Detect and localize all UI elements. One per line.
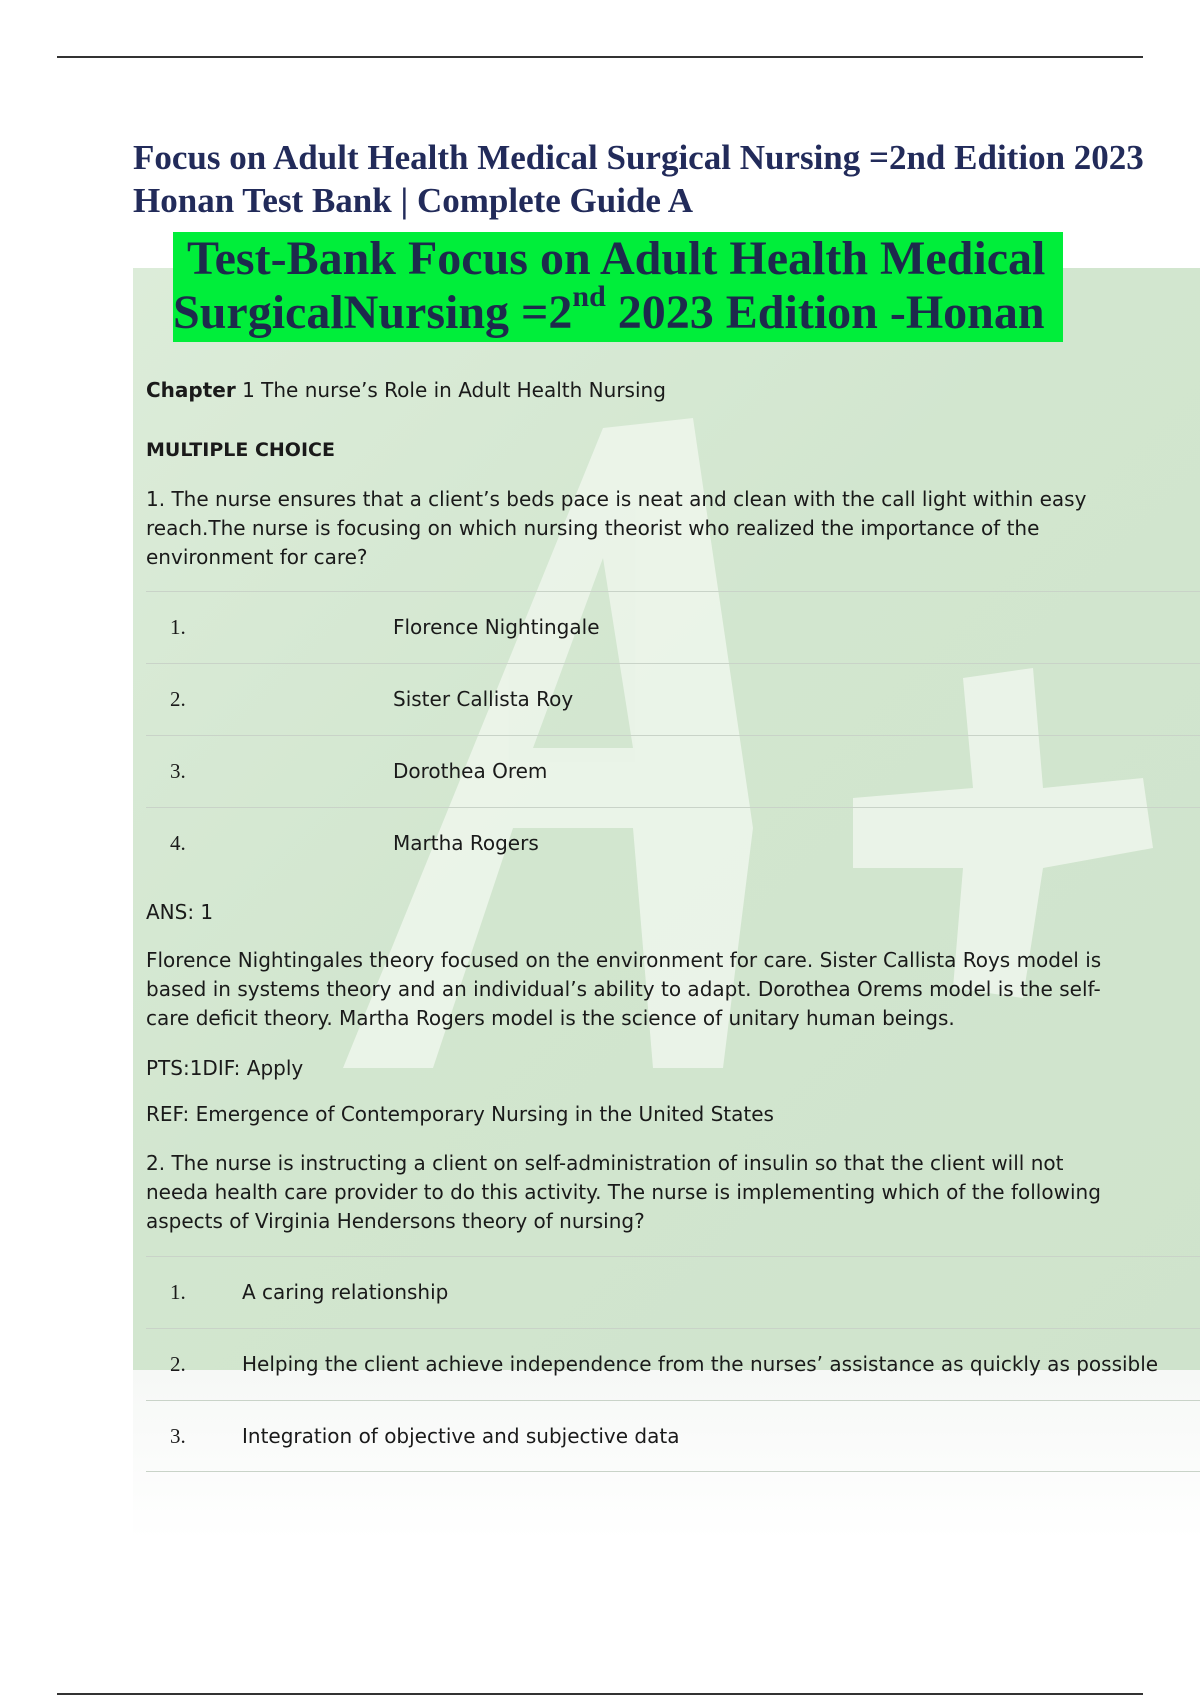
option-text: Florence Nightingale bbox=[393, 615, 600, 639]
banner-line-2-pre: SurgicalNursing =2 bbox=[173, 286, 573, 339]
q2-option-3 bbox=[146, 1400, 1200, 1473]
q1-option-2 bbox=[146, 663, 1200, 736]
option-number: 1. bbox=[170, 1280, 186, 1304]
q2-option-1 bbox=[146, 1256, 1200, 1329]
banner-line-1: Test-Bank Focus on Adult Health Medical bbox=[187, 232, 1046, 285]
option-text: Helping the client achieve independence from the nurses’ assistance as quickly as possible bbox=[242, 1352, 1159, 1376]
document-title bbox=[133, 136, 1200, 222]
table-bottom-border bbox=[146, 1471, 1200, 1472]
q1-answer: ANS: 1 bbox=[146, 900, 214, 924]
q1-reference: REF: Emergence of Contemporary Nursing in the United States bbox=[146, 1102, 774, 1126]
banner-superscript: nd bbox=[572, 280, 606, 313]
chapter-title: 1 The nurse’s Role in Adult Health Nursing bbox=[235, 378, 666, 402]
option-number: 2. bbox=[170, 1352, 186, 1376]
option-number: 1. bbox=[170, 615, 186, 639]
title-line-2: Honan Test Bank | Complete Guide A bbox=[133, 181, 694, 220]
option-text: A caring relationship bbox=[242, 1280, 449, 1304]
option-text: Sister Callista Roy bbox=[393, 687, 574, 711]
question-2-text: 2. The nurse is instructing a client on self-administration of insulin so that the client will not needa health care provider to do this activity. The nurse is implementing which of the following aspects of Virginia Hendersons theory of nursing? bbox=[146, 1151, 1101, 1233]
chapter-heading bbox=[146, 376, 1106, 405]
option-text: Martha Rogers bbox=[393, 831, 539, 855]
option-number: 3. bbox=[170, 1424, 186, 1448]
q1-option-3 bbox=[146, 735, 1200, 808]
top-rule bbox=[57, 56, 1143, 58]
q1-points: PTS:1DIF: Apply bbox=[146, 1056, 304, 1080]
bottom-rule bbox=[57, 1693, 1143, 1695]
banner-line-2-post: 2023 Edition -Honan bbox=[605, 286, 1045, 339]
q2-option-2 bbox=[146, 1328, 1200, 1401]
option-text: Integration of objective and subjective data bbox=[242, 1424, 680, 1448]
banner-line-2 bbox=[173, 280, 1063, 340]
title-line-1: Focus on Adult Health Medical Surgical Nursing =2nd Edition 2023 bbox=[133, 138, 1144, 177]
chapter-label: Chapter bbox=[146, 378, 236, 402]
option-text: Dorothea Orem bbox=[393, 759, 548, 783]
option-number: 2. bbox=[170, 687, 186, 711]
section-heading: MULTIPLE CHOICE bbox=[146, 439, 335, 461]
q1-rationale: Florence Nightingales theory focused on the environment for care. Sister Callista Roys model is based in systems theory and an individual’s ability to adapt. Dorothea Orems model is the self-care deficit theory. Martha Rogers model is the science of unitary human beings. bbox=[146, 948, 1102, 1030]
banner-text bbox=[173, 232, 1063, 340]
question-1-text: 1. The nurse ensures that a client’s beds pace is neat and clean with the call light within easy reach.The nurse is focusing on which nursing theorist who realized the importance of the environment for care? bbox=[146, 487, 1087, 569]
q1-option-1 bbox=[146, 591, 1200, 664]
q1-option-4 bbox=[146, 807, 1200, 880]
option-number: 4. bbox=[170, 831, 186, 855]
option-number: 3. bbox=[170, 759, 186, 783]
